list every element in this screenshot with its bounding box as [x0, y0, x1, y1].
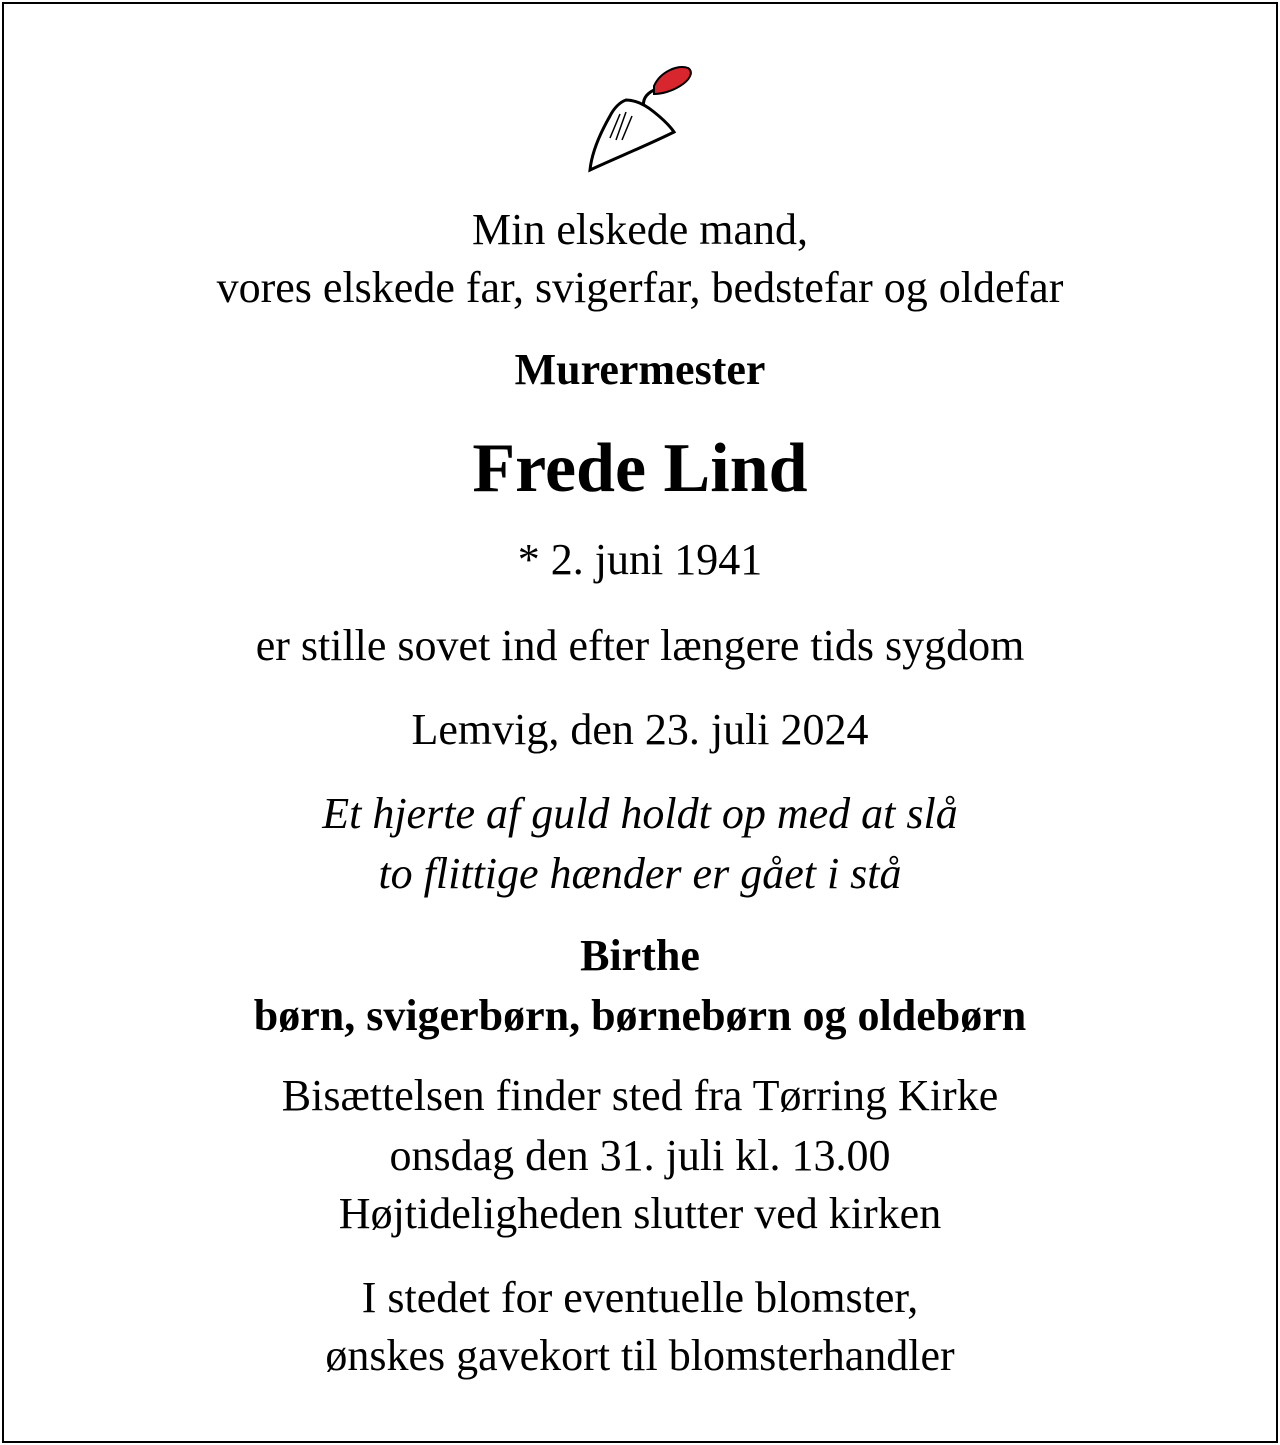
funeral-line-2: onsdag den 31. juli kl. 13.00	[389, 1131, 891, 1180]
deceased-name: Frede Lind	[472, 430, 808, 507]
passing-text: er stille sovet ind efter længere tids sygdom	[255, 621, 1025, 670]
trowel-icon	[580, 60, 700, 175]
family-line-2: børn, svigerbørn, børnebørn og oldebørn	[253, 991, 1027, 1040]
place-and-date: Lemvig, den 23. juli 2024	[411, 705, 869, 754]
verse-line-1: Et hjerte af guld holdt op med at slå	[322, 789, 958, 838]
funeral-line-3: Højtideligheden slutter ved kirken	[338, 1189, 942, 1238]
intro-line-2: vores elskede far, svigerfar, bedstefar og oldefar	[216, 263, 1064, 312]
flowers-line-1: I stedet for eventuelle blomster,	[361, 1273, 919, 1322]
birth-date: * 2. juni 1941	[517, 535, 763, 584]
family-line-1: Birthe	[580, 931, 700, 980]
flowers-line-2: ønskes gavekort til blomsterhandler	[325, 1331, 955, 1380]
intro-line-1: Min elskede mand,	[471, 205, 809, 254]
funeral-line-1: Bisættelsen finder sted fra Tørring Kirke	[281, 1071, 999, 1120]
verse-line-2: to flittige hænder er gået i stå	[378, 849, 902, 898]
title: Murermester	[514, 345, 766, 394]
